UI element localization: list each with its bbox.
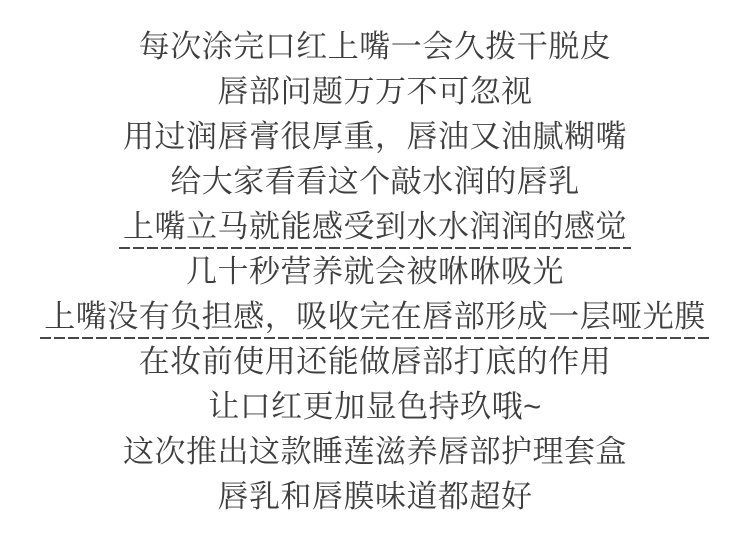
- text-line: [0, 339, 750, 384]
- text-line: [0, 69, 750, 114]
- text-line-content: 这次推出这款睡莲滋养唇部护理套盒: [123, 434, 627, 469]
- text-line-content: 唇乳和唇膜味道都超好: [217, 479, 533, 514]
- text-line: [0, 204, 750, 249]
- text-line-content: 用过润唇膏很厚重，唇油又油腻糊嘴: [123, 119, 627, 154]
- text-line: [0, 474, 750, 519]
- text-line-content-underlined: 上嘴没有负担感，吸收完在唇部形成一层哑光膜: [44, 299, 706, 334]
- text-line-content-underlined: 上嘴立马就能感受到水水润润的感觉: [123, 209, 627, 244]
- text-line: [0, 384, 750, 429]
- text-line-content: 几十秒营养就会被咻咻吸光: [186, 254, 564, 289]
- text-line: [0, 249, 750, 294]
- text-line-content: 在妆前使用还能做唇部打底的作用: [138, 344, 612, 379]
- text-line-content: 每次涂完口红上嘴一会久拨干脱皮: [138, 29, 612, 64]
- text-line: [0, 114, 750, 159]
- text-line-content: 给大家看看这个敲水润的唇乳: [170, 164, 580, 199]
- text-line-content: 让口红更加显色持玖哦~: [208, 389, 542, 424]
- text-line-content: 唇部问题万万不可忽视: [217, 74, 533, 109]
- text-line: [0, 159, 750, 204]
- text-line: [0, 24, 750, 69]
- text-line: [0, 429, 750, 474]
- text-line: [0, 294, 750, 339]
